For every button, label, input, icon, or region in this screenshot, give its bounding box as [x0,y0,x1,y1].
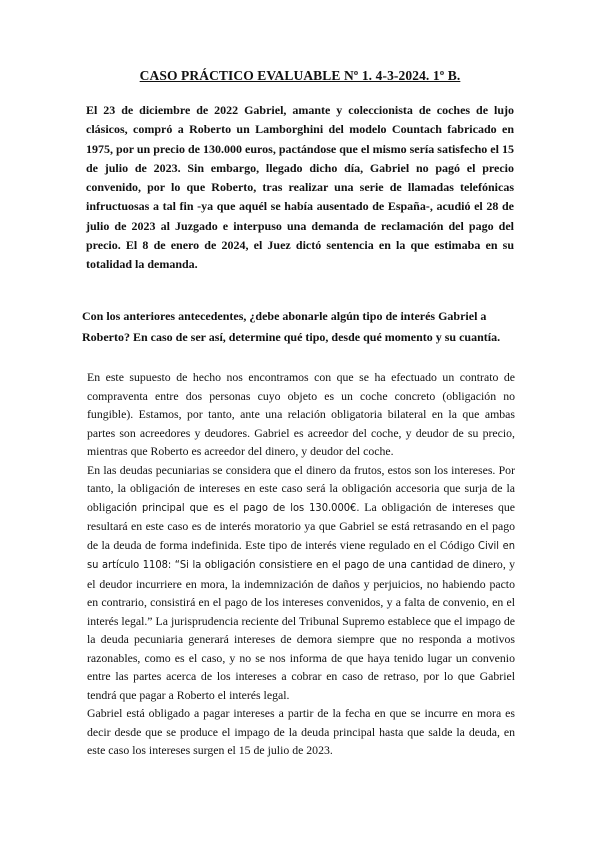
answer-paragraph-2-highlight-1: ción principal que es el pago de los 130.000€. [116,500,360,514]
answer-paragraph-2-text-b: La obligación de intereses que resultará en este caso es de interés moratorio ya que Gabriel se está retrasando en el pago de la deuda de forma indefinida. Este tipo de interés viene regulado en el Código [87,499,516,552]
document-title: CASO PRÁCTICO EVALUABLE Nº 1. 4-3-2024. 1º B. [139,68,461,83]
answer-paragraph-2-text-a: En las deudas pecuniarias se considera que el dinero da frutos, estos son los intereses. Por tanto, la obligación de intereses en este caso será la obligación accesoria que surja de la obliga [87,462,515,514]
case-facts-paragraph: El 23 de diciembre de 2022 Gabriel, amante y coleccionista de coches de lujo clásicos, compró a Roberto un Lamborghini del modelo Countach fabricado en 1975, por un precio de 130.000 euros, pactándose que el mismo sería satisfecho el 15 de julio de 2023. Sin embargo, llegado dicho día, Gabriel no pagó el precio convenido, por lo que Roberto, tras realizar una serie de llamadas telefónicas infructuosas a tal fin -ya que aquél se había ausentado de España-, acudió el 28 de julio de 2023 al Juzgado e interpuso una demanda de reclamación del pago del precio. El 8 de enero de 2024, el Juez dictó sentencia en la que estimaba en su totalidad la demanda. [86,103,514,272]
answer-paragraph-3: Gabriel está obligado a pagar intereses a partir de la fecha en que se incurre en mora es decir desde que se produce el impago de la deuda principal hasta que salde la deuda, en este caso los intereses surgen el 15 de julio de 2023. [87,706,515,757]
case-question: Con los anteriores antecedentes, ¿debe abonarle algún tipo de interés Gabriel a Roberto? En caso de ser así, determine qué tipo, desde qué momento y su cuantía. [82,309,501,344]
answer-paragraph-2 [87,461,515,705]
answer-paragraph-2-highlight-2: Civil en su artículo 1108: “Si la obligación consistiere en el pago de una cantidad de [87,538,515,571]
answer-paragraph-1: En este supuesto de hecho nos encontramos con que se ha efectuado un contrato de compraventa entre dos personas cuyo objeto es un coche concreto (obligación no fungible). Estamos, por tanto, ante una relación obligatoria bilateral en la que ambas partes son acreedores y deudores. Gabriel es acreedor del coche, y deudor de su precio, mientras que Roberto es acreedor del dinero, y deudor del coche. [87,370,515,458]
answer-paragraph-2-text-c: dinero, y el deudor incurriere en mora, la indemnización de daños y perjuicios, no habiendo pacto en contrario, consistirá en el pago de los intereses convenidos, y a falta de convenio, en el interés legal.” La jurisprudencia reciente del Tribunal Supremo establece que el impago de la deuda pecuniaria generará intereses de demora siempre que no responda a motivos razonables, como es el caso, y no se nos informa de que haya tenido lugar un convenio entre las partes acerca de los intereses a cobrar en caso de retraso, por lo que Gabriel tendrá que pagar a Roberto el interés legal. [87,557,515,702]
answer-section [87,368,515,760]
